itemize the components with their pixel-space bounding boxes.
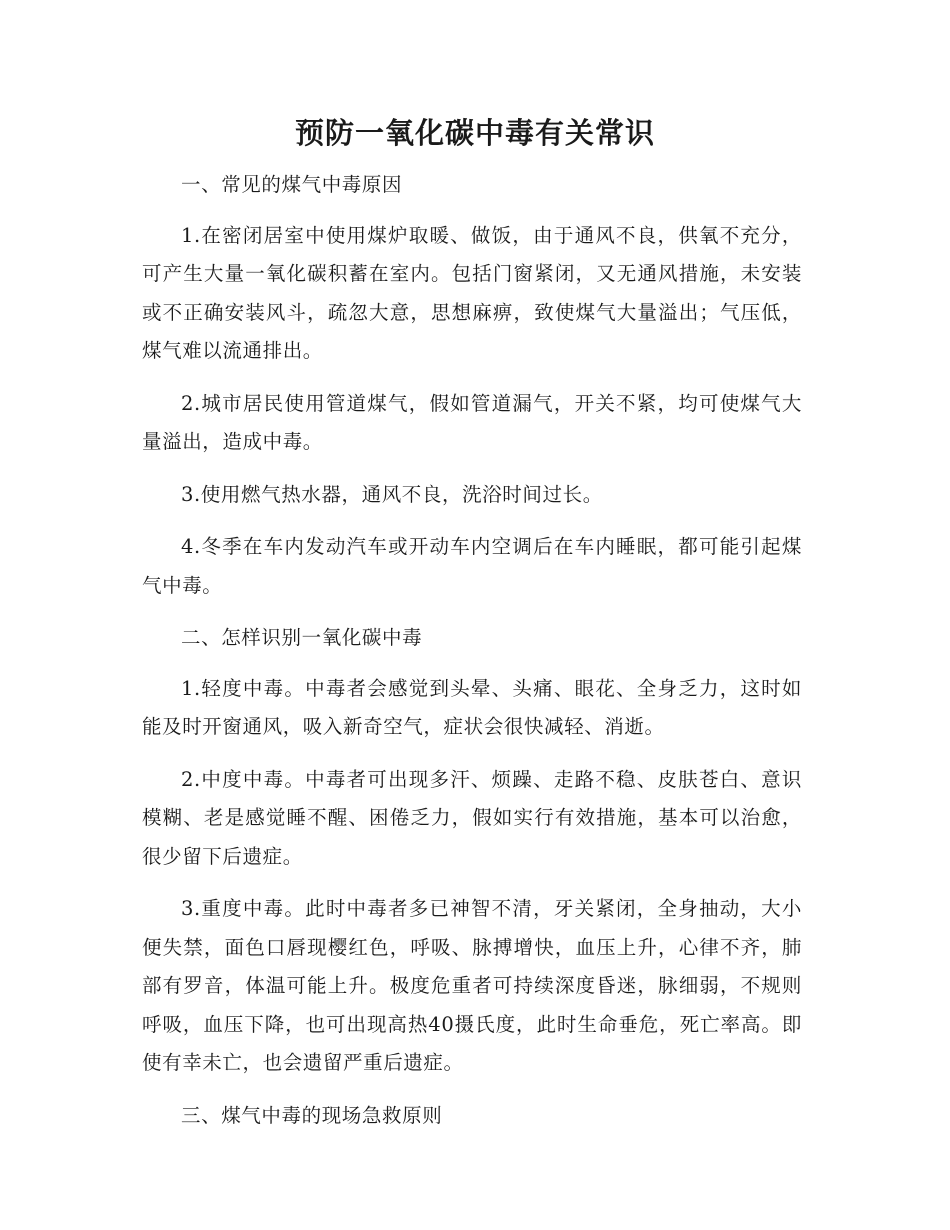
paragraph-severe: 3.重度中毒。此时中毒者多已神智不清，牙关紧闭，全身抽动，大小便失禁，面色口唇现樱红色，呼吸、脉搏增快，血压上升，心律不齐，肺部有罗音，体温可能上升。极度危重者可持续深度昏迷，脉细弱，不规则呼吸，血压下降，也可出现高热40摄氏度，此时生命垂危，死亡率高。即使有幸未亡，也会遗留严重后遗症。 xyxy=(142,897,802,1074)
paragraph-cause-2: 2.城市居民使用管道煤气，假如管道漏气，开关不紧，均可使煤气大量溢出，造成中毒。 xyxy=(142,391,802,453)
paragraph-cause-1: 1.在密闭居室中使用煤炉取暖、做饭，由于通风不良，供氧不充分，可产生大量一氧化碳积蓄在室内。包括门窗紧闭，又无通风措施，未安装或不正确安装风斗，疏忽大意，思想麻痹，致使煤气大量溢出；气压低，煤气难以流通排出。 xyxy=(142,223,802,362)
document-title: 预防一氧化碳中毒有关常识 xyxy=(294,116,655,150)
section-heading-first-aid: 三、煤气中毒的现场急救原则 xyxy=(181,1103,443,1127)
paragraph-cause-4: 4.冬季在车内发动汽车或开动车内空调后在车内睡眠，都可能引起煤气中毒。 xyxy=(142,535,802,597)
document-body xyxy=(142,166,802,1147)
paragraph-mild: 1.轻度中毒。中毒者会感觉到头晕、头痛、眼花、全身乏力，这时如能及时开窗通风，吸入新奇空气，症状会很快减轻、消逝。 xyxy=(142,676,802,738)
paragraph-cause-3: 3.使用燃气热水器，通风不良，洗浴时间过长。 xyxy=(181,482,603,506)
section-heading-identify: 二、怎样识别一氧化碳中毒 xyxy=(181,626,423,649)
section-heading-causes: 一、常见的煤气中毒原因 xyxy=(181,173,403,196)
paragraph-moderate: 2.中度中毒。中毒者可出现多汗、烦躁、走路不稳、皮肤苍白、意识模糊、老是感觉睡不醒、困倦乏力，假如实行有效措施，基本可以治愈，很少留下后遗症。 xyxy=(142,767,802,868)
